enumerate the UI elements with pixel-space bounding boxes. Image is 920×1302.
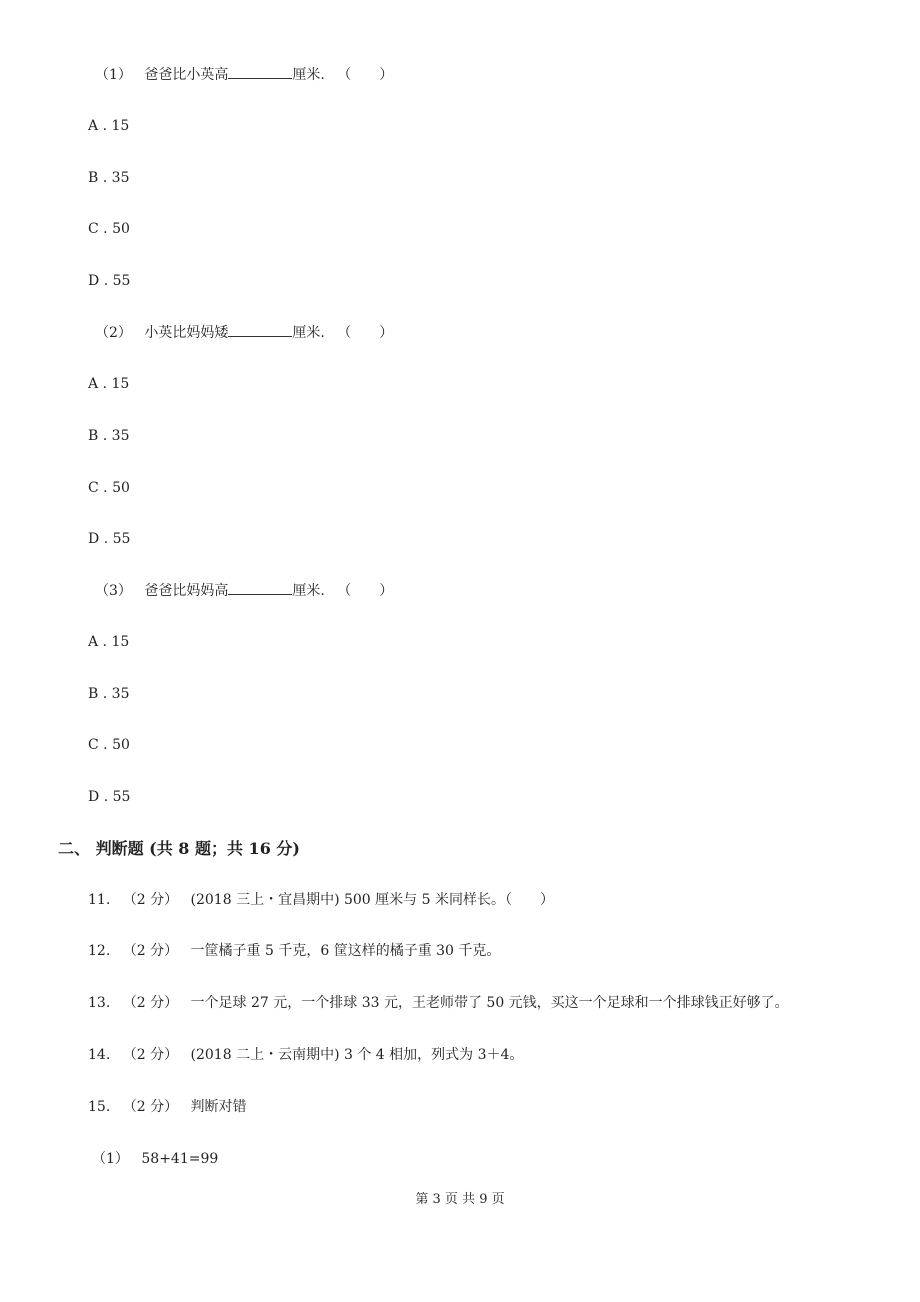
subquestion-2 (95, 322, 393, 342)
question-score: （2 分） (122, 995, 179, 1011)
subquestion-unit: 厘米. (292, 67, 325, 83)
option-c[interactable] (88, 735, 130, 755)
page-footer: 第 3 页 共 9 页 (415, 1192, 505, 1207)
question-text: 一筐橘子重 5 千克，6 筐这样的橘子重 30 千克。 (190, 943, 501, 959)
subquestion-number: （1） (95, 67, 132, 83)
option-a[interactable] (88, 632, 129, 652)
subquestion-number: （1） (92, 1151, 129, 1167)
option-sep: . (102, 118, 108, 134)
question-15 (88, 1097, 247, 1117)
option-letter: A (88, 634, 99, 650)
subquestion-text: 小英比妈妈矮 (144, 325, 229, 341)
subquestion-1 (95, 64, 393, 84)
option-letter: A (88, 118, 99, 134)
option-sep: . (102, 634, 108, 650)
option-value: 55 (112, 273, 131, 289)
question-15-sub-1 (92, 1149, 218, 1169)
question-number: 14. (88, 1047, 111, 1063)
option-letter: B (88, 428, 99, 444)
option-b[interactable] (88, 168, 129, 188)
option-letter: C (88, 737, 99, 753)
answer-blank[interactable] (228, 322, 292, 337)
question-score: （2 分） (122, 1047, 179, 1063)
option-sep: . (103, 480, 108, 496)
subquestion-unit: 厘米. (292, 583, 325, 599)
option-letter: B (88, 686, 99, 702)
subquestion-3 (95, 580, 393, 600)
option-sep: . (102, 170, 108, 186)
option-sep: . (103, 531, 109, 547)
question-12 (88, 941, 500, 961)
question-number: 13. (88, 995, 111, 1011)
answer-paren-close: ） (379, 325, 394, 341)
question-number: 11. (88, 892, 111, 908)
option-sep: . (103, 789, 109, 805)
option-letter: D (88, 789, 100, 805)
option-a[interactable] (88, 116, 129, 136)
question-text: (2018 二上・云南期中) 3 个 4 相加，列式为 3＋4。 (190, 1047, 524, 1063)
subquestion-text: 爸爸比妈妈高 (144, 583, 229, 599)
option-value: 15 (111, 634, 130, 650)
question-14 (88, 1045, 523, 1065)
question-score: （2 分） (122, 1099, 179, 1115)
option-sep: . (102, 686, 108, 702)
option-value: 50 (112, 737, 130, 753)
question-11 (88, 890, 554, 910)
option-value: 15 (111, 376, 130, 392)
option-letter: C (88, 221, 99, 237)
question-number: 15. (88, 1099, 111, 1115)
option-sep: . (103, 221, 108, 237)
question-text: (2018 三上・宜昌期中) 500 厘米与 5 米同样长。（ ） (190, 892, 554, 908)
option-sep: . (102, 376, 108, 392)
answer-blank[interactable] (228, 580, 292, 595)
question-13 (88, 993, 789, 1013)
question-score: （2 分） (122, 943, 179, 959)
option-c[interactable] (88, 219, 130, 239)
option-value: 55 (112, 789, 131, 805)
option-d[interactable] (88, 787, 130, 807)
option-letter: B (88, 170, 99, 186)
option-letter: D (88, 273, 100, 289)
option-value: 35 (111, 686, 130, 702)
section-heading: 二、 判断题 (共 8 题；共 16 分) (58, 839, 300, 858)
option-sep: . (103, 737, 108, 753)
answer-paren-open: （ (337, 67, 352, 83)
question-text: 一个足球 27 元，一个排球 33 元，王老师带了 50 元钱，买这一个足球和一个排球钱正好够了。 (190, 995, 789, 1011)
subquestion-text: 58+41=99 (141, 1151, 219, 1167)
subquestion-unit: 厘米. (292, 325, 325, 341)
option-a[interactable] (88, 374, 129, 394)
subquestion-number: （3） (95, 583, 132, 599)
question-text: 判断对错 (190, 1099, 247, 1115)
answer-blank[interactable] (228, 64, 292, 79)
answer-paren-close: ） (379, 583, 394, 599)
subquestion-number: （2） (95, 325, 132, 341)
option-value: 35 (111, 170, 130, 186)
option-value: 35 (111, 428, 130, 444)
option-sep: . (102, 428, 108, 444)
option-sep: . (103, 273, 109, 289)
answer-paren-open: （ (337, 325, 352, 341)
option-d[interactable] (88, 271, 130, 291)
option-value: 55 (112, 531, 131, 547)
answer-paren-open: （ (337, 583, 352, 599)
answer-paren-close: ） (379, 67, 394, 83)
option-value: 15 (111, 118, 130, 134)
option-letter: A (88, 376, 99, 392)
subquestion-text: 爸爸比小英高 (144, 67, 229, 83)
option-letter: C (88, 480, 99, 496)
option-b[interactable] (88, 426, 129, 446)
option-value: 50 (112, 221, 130, 237)
option-d[interactable] (88, 529, 130, 549)
question-score: （2 分） (122, 892, 179, 908)
option-b[interactable] (88, 684, 129, 704)
option-c[interactable] (88, 478, 130, 498)
option-letter: D (88, 531, 100, 547)
option-value: 50 (112, 480, 130, 496)
question-number: 12. (88, 943, 111, 959)
